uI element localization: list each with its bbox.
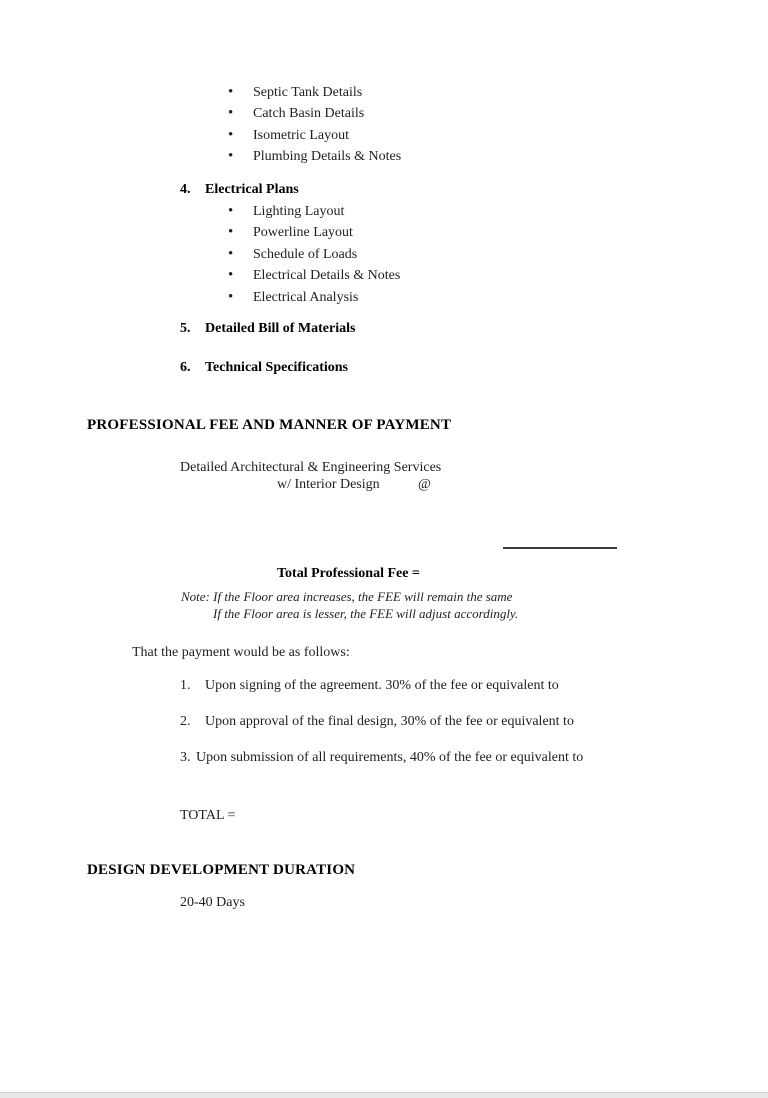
bullet-icon bbox=[228, 201, 253, 222]
item-title: Electrical Plans bbox=[205, 182, 299, 197]
page-bottom-edge bbox=[0, 1092, 768, 1098]
list-item bbox=[228, 146, 401, 167]
list-item bbox=[228, 244, 400, 265]
scope-item-technical-specifications bbox=[180, 358, 348, 378]
item-title: Technical Specifications bbox=[205, 360, 348, 375]
fee-amount-blank-line bbox=[503, 547, 617, 549]
list-item-label: Electrical Details & Notes bbox=[253, 268, 401, 284]
fee-section-heading: PROFESSIONAL FEE AND MANNER OF PAYMENT bbox=[87, 417, 452, 433]
list-item bbox=[228, 265, 400, 286]
duration-value: 20-40 Days bbox=[180, 895, 245, 910]
list-item-label: Plumbing Details & Notes bbox=[253, 149, 402, 165]
list-item bbox=[228, 82, 401, 103]
total-label: TOTAL = bbox=[180, 808, 236, 823]
term-text: Upon submission of all requirements, 40% of the fee or equivalent to bbox=[196, 750, 584, 765]
scope-item-electrical-plans bbox=[180, 180, 299, 200]
bullet-icon bbox=[228, 287, 253, 308]
list-item-label: Electrical Analysis bbox=[253, 289, 359, 305]
list-item bbox=[228, 287, 400, 308]
bullet-icon bbox=[228, 125, 253, 146]
list-item bbox=[228, 125, 401, 146]
list-item-label: Powerline Layout bbox=[253, 225, 353, 241]
item-title: Detailed Bill of Materials bbox=[205, 321, 356, 336]
payment-term-1 bbox=[180, 676, 559, 696]
item-number: 5. bbox=[180, 321, 191, 336]
term-text: Upon approval of the final design, 30% of the fee or equivalent to bbox=[205, 714, 574, 729]
bullet-icon bbox=[228, 103, 253, 124]
bullet-icon bbox=[228, 146, 253, 167]
term-text: Upon signing of the agreement. 30% of the fee or equivalent to bbox=[205, 678, 559, 693]
payment-intro: That the payment would be as follows: bbox=[132, 645, 350, 660]
duration-section-heading: DESIGN DEVELOPMENT DURATION bbox=[87, 862, 356, 878]
service-description-subline: w/ Interior Design bbox=[277, 477, 380, 492]
term-number: 1. bbox=[180, 678, 191, 693]
payment-term-3 bbox=[180, 748, 583, 768]
payment-term-2 bbox=[180, 712, 574, 732]
list-item-label: Lighting Layout bbox=[253, 204, 345, 219]
scope-item-bill-of-materials bbox=[180, 319, 355, 339]
service-description-line: Detailed Architectural & Engineering Services bbox=[180, 460, 442, 475]
term-number: 3. bbox=[180, 750, 191, 765]
list-item-label: Schedule of Loads bbox=[253, 246, 358, 262]
item-number: 4. bbox=[180, 182, 191, 197]
bullet-icon bbox=[228, 265, 253, 286]
bullet-icon bbox=[228, 222, 253, 243]
list-item-label: Isometric Layout bbox=[253, 127, 350, 143]
electrical-bullet-list bbox=[228, 201, 400, 308]
bullet-icon bbox=[228, 82, 253, 103]
list-item-label: Catch Basin Details bbox=[253, 106, 365, 122]
bullet-icon bbox=[228, 244, 253, 265]
plumbing-bullet-list bbox=[228, 82, 401, 168]
term-number: 2. bbox=[180, 714, 191, 729]
list-item-label: Septic Tank Details bbox=[253, 85, 363, 100]
list-item bbox=[228, 201, 400, 222]
at-symbol: @ bbox=[418, 477, 431, 492]
fee-note-line2: If the Floor area is lesser, the FEE will adjust accordingly. bbox=[213, 606, 519, 621]
item-number: 6. bbox=[180, 360, 191, 375]
list-item bbox=[228, 103, 401, 124]
fee-note-line1: Note: If the Floor area increases, the FEE will remain the same bbox=[181, 589, 513, 604]
total-professional-fee-label: Total Professional Fee = bbox=[277, 566, 420, 581]
list-item bbox=[228, 222, 400, 243]
